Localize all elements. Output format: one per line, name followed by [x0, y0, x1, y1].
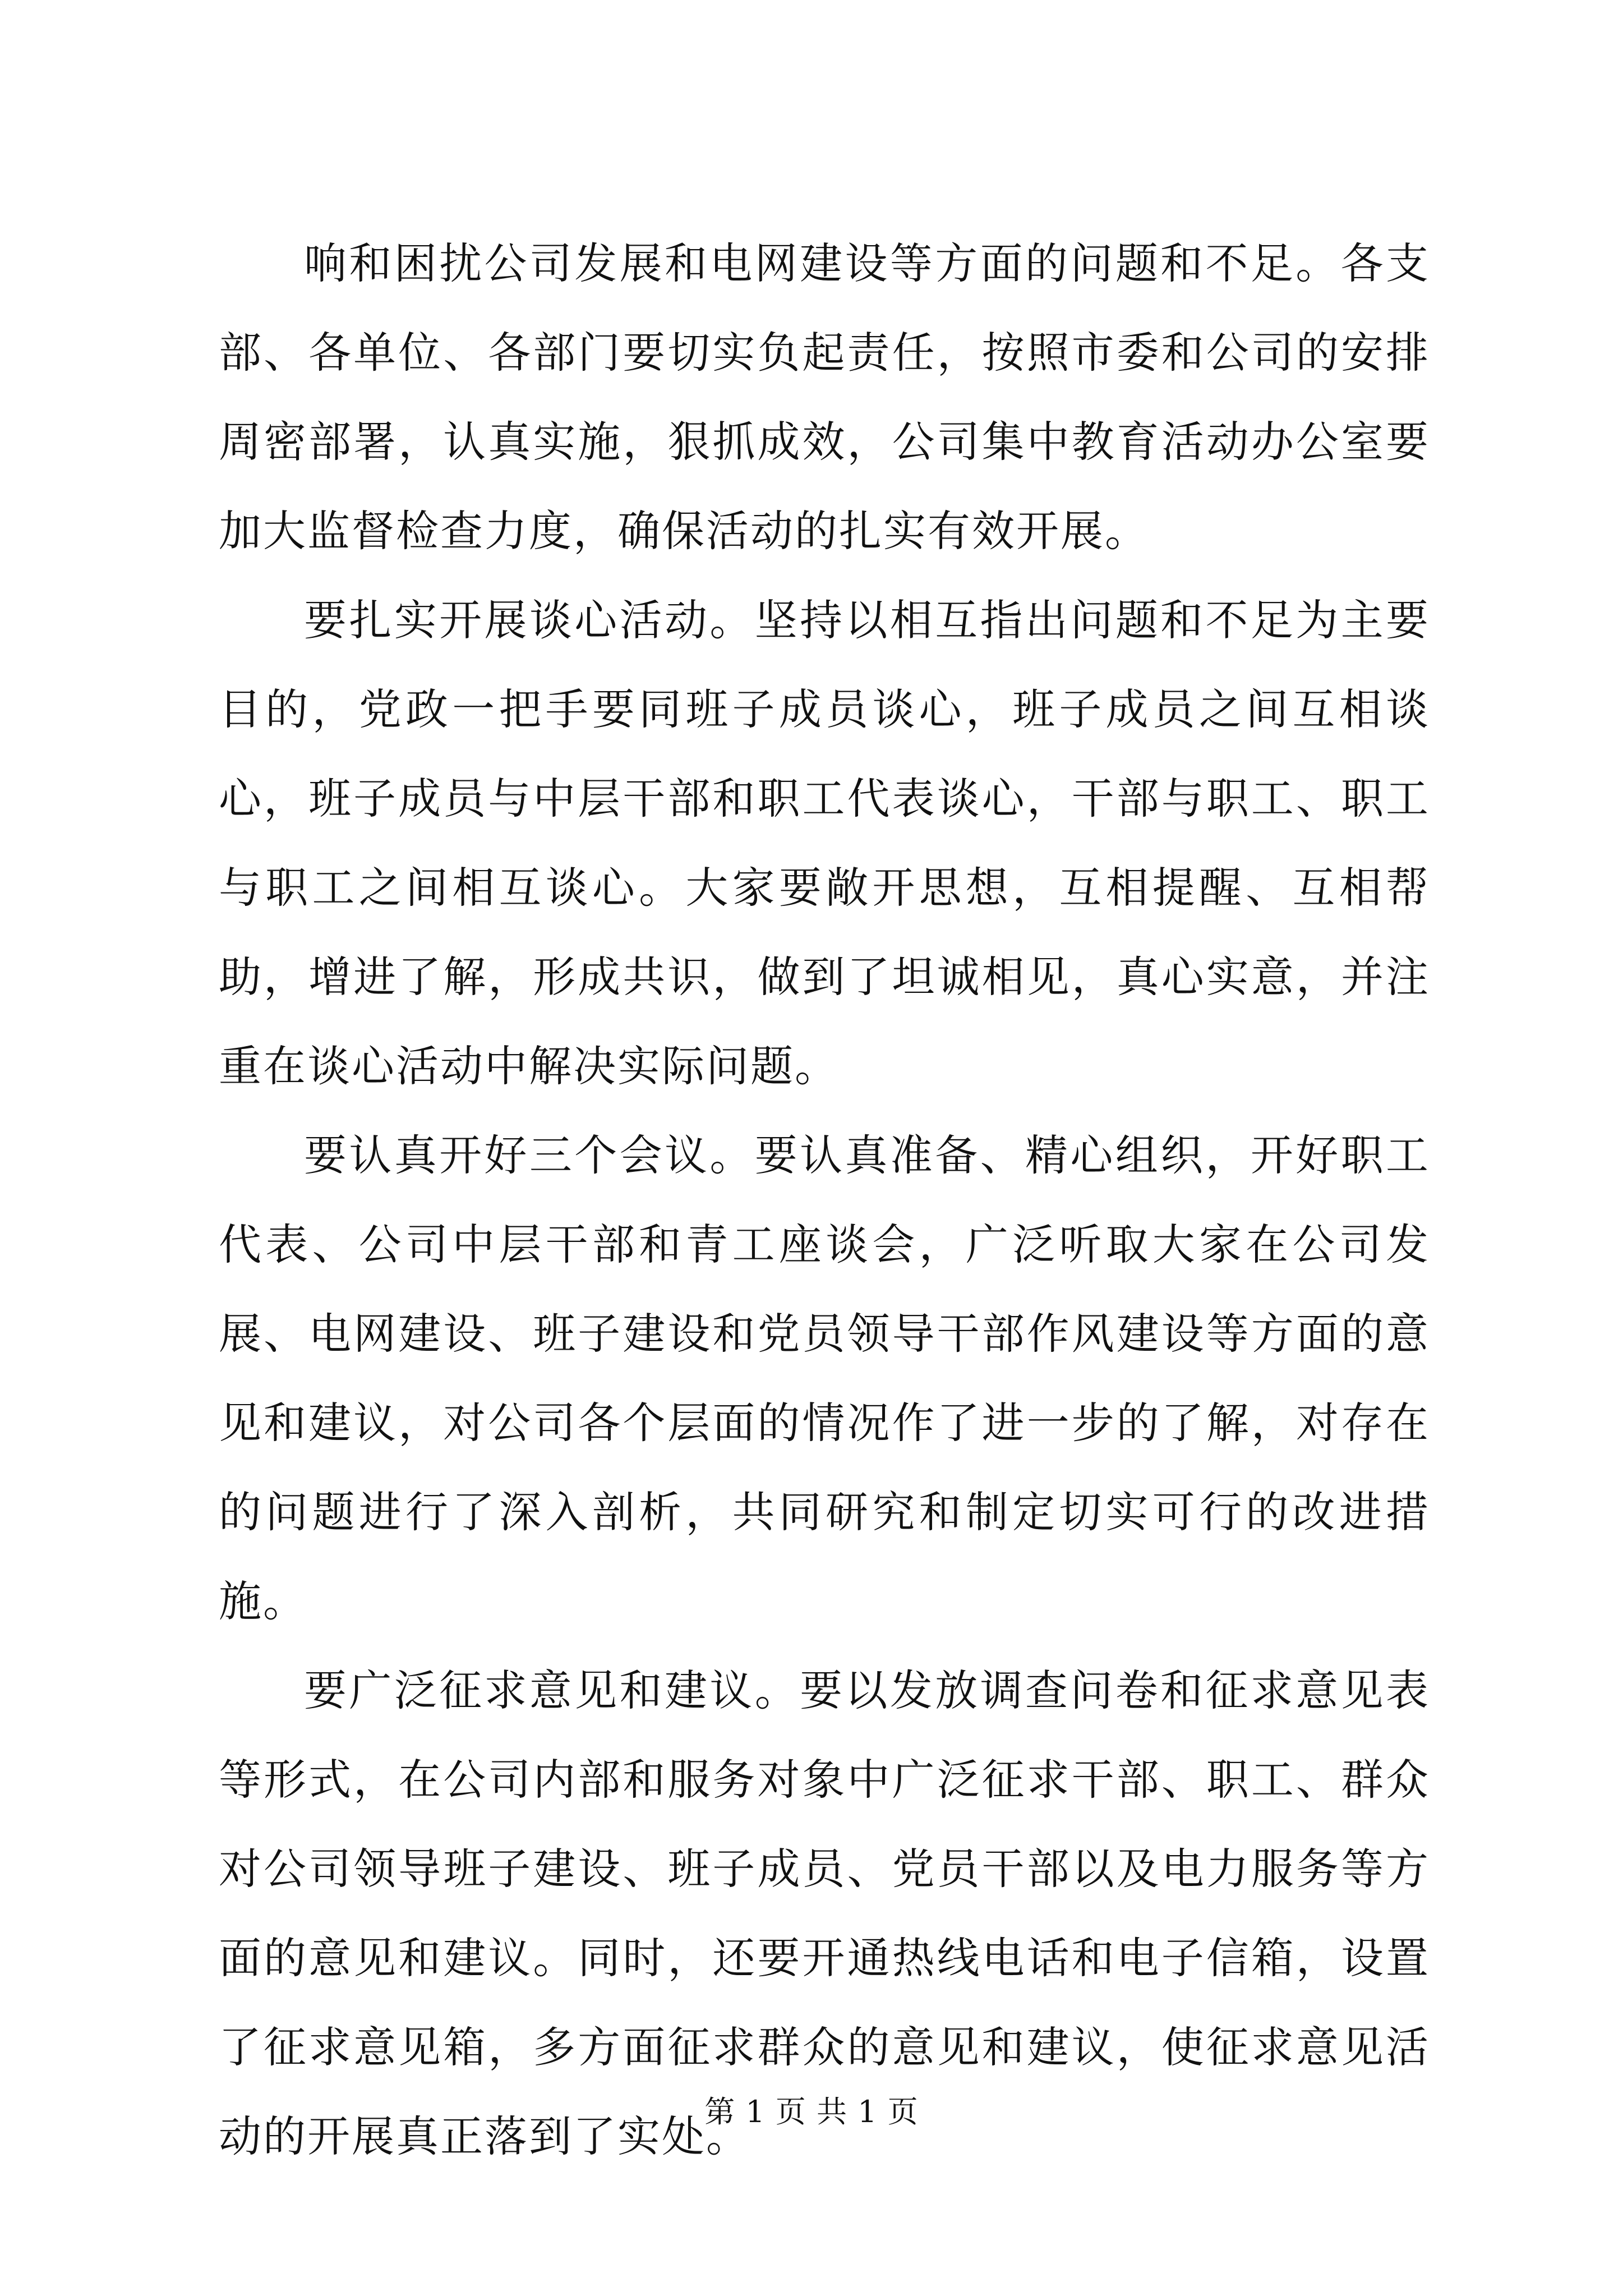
paragraph-3: 要认真开好三个会议。要认真准备、精心组织，开好职工代表、公司中层干部和青工座谈会，广泛听取大家在公司发展、电网建设、班子建设和党员领导干部作风建设等方面的意见和建议，对公司各个层面的情况作了进一步的了解，对存在的问题进行了深入剖析，共同研究和制定切实可行的改进措施。 — [219, 1130, 1430, 1626]
paragraph-4: 要广泛征求意见和建议。要以发放调查问卷和征求意见表等形式，在公司内部和服务对象中广泛征求干部、职工、群众对公司领导班子建设、班子成员、党员干部以及电力服务等方面的意见和建议。同时，还要开通热线电话和电子信箱，设置了征求意见箱，多方面征求群众的意见和建议，使征求意见活动的开展真正落到了实处。 — [219, 1665, 1430, 2161]
page-footer: 第 1 页 共 1 页 — [704, 2094, 919, 2129]
paragraph-1: 响和困扰公司发展和电网建设等方面的问题和不足。各支部、各单位、各部门要切实负起责任，按照市委和公司的安排周密部署，认真实施，狠抓成效，公司集中教育活动办公室要加大监督检查力度，确保活动的扎实有效开展。 — [219, 238, 1430, 556]
paragraph-2: 要扎实开展谈心活动。坚持以相互指出问题和不足为主要目的，党政一把手要同班子成员谈心，班子成员之间互相谈心，班子成员与中层干部和职工代表谈心，干部与职工、职工与职工之间相互谈心。大家要敞开思想，互相提醒、互相帮助，增进了解，形成共识，做到了坦诚相见，真心实意，并注重在谈心活动中解决实际问题。 — [219, 595, 1430, 1091]
document-body — [219, 219, 1430, 2181]
